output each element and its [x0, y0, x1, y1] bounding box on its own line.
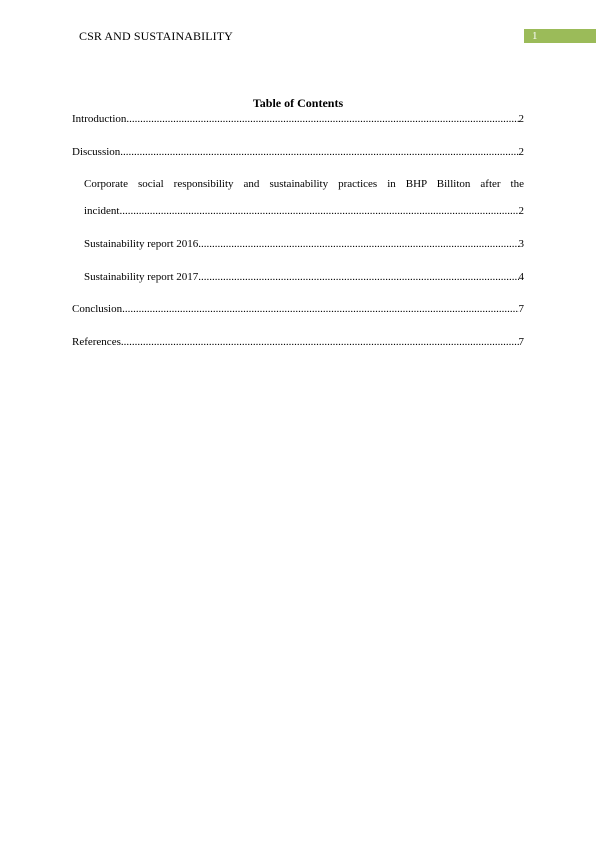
toc-leader-dots — [120, 145, 518, 159]
toc-entry-introduction[interactable] — [72, 112, 524, 126]
toc-leader-dots — [126, 112, 518, 126]
toc-entry-discussion[interactable] — [72, 145, 524, 159]
toc-entry-label: Sustainability report 2017 — [84, 271, 199, 283]
toc-leader-dots — [119, 204, 518, 218]
toc-entry-page: 7 — [518, 303, 524, 315]
toc-entry-sustainability-2017[interactable] — [84, 270, 524, 284]
toc-entry-conclusion[interactable] — [72, 302, 524, 316]
toc-entry-label-line2: incident — [84, 205, 120, 217]
toc-entry-page: 2 — [518, 113, 524, 125]
toc-leader-dots — [198, 237, 518, 251]
toc-entry-page: 7 — [518, 336, 524, 348]
toc-entry-page: 4 — [518, 271, 524, 283]
toc-entry-label: References — [72, 336, 121, 348]
toc-entry-label: Discussion — [72, 146, 121, 158]
toc-leader-dots — [198, 270, 518, 284]
running-header-title: CSR AND SUSTAINABILITY — [79, 29, 233, 43]
toc-entry-label: Introduction — [72, 113, 127, 125]
toc-leader-dots — [122, 302, 518, 316]
toc-entry-page: 2 — [518, 146, 524, 158]
toc-entry-label: Conclusion — [72, 303, 123, 315]
page-number-badge: 1 — [524, 29, 596, 43]
toc-entry-line2 — [84, 204, 524, 218]
toc-entry-label: Sustainability report 2016 — [84, 238, 199, 250]
toc-entry-page: 3 — [518, 238, 524, 250]
toc-entry-sustainability-2016[interactable] — [84, 237, 524, 251]
toc-entry-label-line1: Corporate social responsibility and sustainability practices in BHP Billiton after the — [84, 178, 524, 190]
toc-list — [72, 0, 524, 842]
toc-entry-references[interactable] — [72, 335, 524, 349]
toc-heading: Table of Contents — [252, 96, 344, 110]
toc-entry-page: 2 — [518, 205, 524, 217]
toc-leader-dots — [121, 335, 519, 349]
